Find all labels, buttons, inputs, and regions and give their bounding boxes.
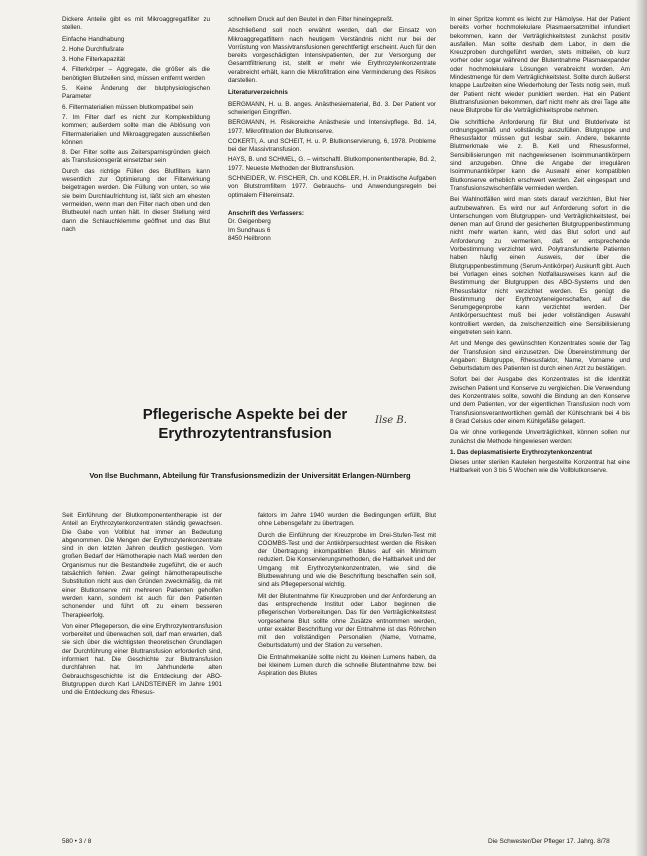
list-item: 6. Filtermaterialien müssen blutkompatibel sein bbox=[62, 103, 194, 111]
reference-item: BERGMANN, H. Risikoreiche Anästhesie und Intensivpflege. Bd. 14, 1977. Mikrofiltration der Blutkonserve. bbox=[228, 119, 436, 135]
list-item: 1. Das deplasmatisierte Erythrozytenkonzentrat bbox=[450, 448, 593, 456]
paragraph: faktors im Jahre 1940 wurden die Bedingungen erfüllt, Blut ohne Lebensgefahr zu übertragen. bbox=[258, 512, 436, 528]
method-list bbox=[450, 449, 630, 476]
handwritten-signature: Ilse B. bbox=[375, 415, 407, 426]
list-item: 3. Hohe Filterkapazität bbox=[62, 56, 125, 64]
paragraph: Mit der Blutentnahme für Kreuzproben und der Anforderung an das entsprechende Institut oder Labor beginnen die pflegerischen Vorbereitungen. Das für den Verträglichkeitstest vorgesehene Blut sollte ohne Zusätze entnommen werden, unter exakter Beschriftung vor der Entnahme ist das Röhrchen mit den vollständigen Personalien (Name, Vorname, Geburtsdatum) und der Station zu versehen. bbox=[258, 592, 436, 650]
article-byline: Von Ilse Buchmann, Abteilung für Transfusionsmedizin der Universität Erlangen-Nürnberg bbox=[89, 471, 411, 480]
reference-item: COKERTI, A. und SCHEIT, H. u. P. Blutkonservierung, 6, 1978. Probleme bei der Massivtransfusion. bbox=[228, 137, 436, 154]
list-item: 5. Keine Änderung der blutphysiologischen Parameter bbox=[62, 85, 210, 101]
column-2-top bbox=[228, 16, 436, 243]
paragraph: Die Entnahmekanüle sollte nicht zu kleinen Lumens haben, da bei kleinem Lumen durch die schnelle Blutentnahme bzw. bei Aspiration des Blutes bbox=[258, 653, 436, 678]
address-heading: Anschrift des Verfassers: bbox=[228, 209, 304, 217]
paragraph: Seit Einführung der Blutkomponententherapie ist der Anteil an Erythrozytenkonzentraten ständig gewachsen. Die Gabe von Vollblut hat immer an Bedeutung abgenommen. Die Mengen der Erythrozytenkonzentrate sind in den letzten Jahren deutlich gestiegen. Vom großen Bedarf der Hämotherapie nach Maß werden den Organismus nur die Bestandteile zugeführt, die er auch tatsächlich fehlen. Zwar gelingt hämotherapeutische Substitution nicht aus den Gründen zweckmäßig, da mit einer Blutkonserve mit mehreren Patienten geholfen werden kann, sondern ist auch für den Patienten schonender und führt oft zu einem besseren Therapieerfolg. bbox=[62, 512, 222, 619]
paragraph: Da wir ohne vorliegende Unverträglichkeit, können sollen nur zunächst die Methode hingewiesen werden: bbox=[450, 429, 630, 445]
page-number: 580 • 3 / 8 bbox=[62, 838, 92, 845]
paragraph: schnellem Druck auf den Beutel in den Filter hineingepreßt. bbox=[228, 16, 394, 23]
column-3 bbox=[450, 16, 630, 478]
article-title: Pflegerische Aspekte bei der Erythrozytentransfusion bbox=[142, 406, 348, 442]
journal-footer: Die Schwester/Der Pfleger 17. Jahrg. 8/78 bbox=[488, 838, 610, 845]
author-address bbox=[228, 210, 436, 243]
reference-item: SCHNEIDER, W. FISCHER, Ch. und KOBLER, H. in Praktische Aufgaben von Blutstromfiltern 1977. Gebrauchs- und Anwendungsregeln bei optimalem Filtereinsatz. bbox=[228, 175, 436, 199]
references-heading: Literaturverzeichnis bbox=[228, 89, 288, 97]
column-1-bottom bbox=[62, 512, 222, 701]
list-item: 4. Filterkörper – Aggregate, die größer als die benötigten Blutzellen sind, müssen entfernt werden bbox=[62, 66, 210, 82]
column-1-top bbox=[62, 16, 210, 237]
list-item: Dieses unter sterilen Kautelen hergestellte Konzentrat hat eine Haltbarkeit von 3 bis 5 Wochen wie die Vollblutkonserve. bbox=[450, 459, 630, 475]
paragraph: Durch die Einführung der Kreuzprobe im Drei-Stufen-Test mit COOMBS-Test und der Antikörpersuchtest werden die Risiken der Übertragung inkompatiblen Blutes auf ein Minimum reduziert. Die Konservierungsmethoden, die Haltbarkeit und der Umgang mit Erythrozytenkonzentraten, wie sind die Blutbewahrung und wie die Beschriftung beschaffen sein soll, sind als Pflegepersonal wichtig. bbox=[258, 531, 436, 589]
reference-item: BERGMANN, H. u. B. anges. Anästhesiematerial, Bd. 3. Der Patient vor schwierigen Eingriffen. bbox=[228, 100, 436, 116]
list-item: 2. Hohe Durchflußrate bbox=[62, 45, 124, 53]
page-edge-shadow bbox=[635, 0, 647, 856]
paragraph: Die schriftliche Anforderung für Blut und Blutderivate ist ordnungsgemäß und vollständig auszufüllen. Blutgruppe und Rhesusfaktor müssen gut lesbar sein. Andere, bekannte Blutmerkmale wie z. B. Kell und Rhesusformel, Sensibilisierungen mit nachgewiesenen Isoimmunantikörpern sind anzugeben. Ohne die Angabe der irregulären Isoimmunantikörper kann die Auswahl einer kompatiblen Blutkonserve erheblich erschwert werden. Zeit eingespart und Transfusionszwischenfälle vermieden werden. bbox=[450, 118, 630, 192]
list-item: 8. Der Filter sollte aus Zeitersparnisgründen gleich als Transfusionsgerät einsetzbar sein bbox=[62, 149, 210, 165]
list-item: Einfache Handhabung bbox=[62, 35, 125, 43]
reference-item: HAYS, B. und SCHMEL, G. – wirtschaftl. Blutkomponententherapie, Bd. 2, 1977. Neueste Methoden der Bluttransfusion. bbox=[228, 156, 436, 172]
list-item: 7. Im Filter darf es nicht zur Komplexbildung kommen; außerdem sollte man die Ablösung von Filtermaterialien und Mikroaggregaten ausschließen können bbox=[62, 113, 210, 146]
paragraph: Dickere Anteile gibt es mit Mikroaggregatfilter zu stellen. bbox=[62, 16, 210, 32]
paragraph: Sofort bei der Ausgabe des Konzentrates ist die Identität zwischen Patient und Konserve zu vergleichen. Die Verwendung des Konzentrates sollte, sowohl die Bindung an den Konserve und dem Patienten, vor der eigentlichen Transfusion noch vom Transfusionsverantwortlichen gemäß der Kühlschrank bei 4 bis 8 Grad Celsius oder einem Kühlgefäße gelagert. bbox=[450, 376, 630, 425]
paragraph: In einer Spritze kommt es leicht zur Hämolyse. Hat der Patient bereits vorher hochmolekulare Plasmaersatzmittel infundiert bekommen, kann der Verträglichkeitstest zunächst positiv ausfallen. Man sollte deshalb dem Labor, in dem die Kreuzproben durchgeführt werden, stets mitteilen, ob kurz vorher oder sogar während der Blutentnahme Plasmaexpander oder hochmolekulare Lösungen verabreicht worden. Am Mindestmenge für dem Verträglichkeitstest. Sollte durch äußerst knappe Laufzeiten eine Wiederholung der Tests notig sein, muß der Patient nicht wieder punktiert werden. Hat ein Patient Bluttransfusionen bekommen, darf nicht mehr als drei Tage alte neue Blutprobe für die Verträglichkeitsprobe nehmen. bbox=[450, 16, 630, 115]
column-2-bottom bbox=[258, 512, 436, 682]
paragraph: Art und Menge des gewünschten Konzentrates sowie der Tag der Transfusion sind einzusetzen. Die Übereinstimmung der Angaben: Blutgruppe, Rhesusfaktor, Name, Vorname und Geburtsdatum des Patienten ist durch einen Arzt zu bestätigen. bbox=[450, 340, 630, 373]
paragraph: Von einer Pflegeperson, die eine Erythrozytentransfusion vorbereitet und überwachen soll, darf man erwarten, daß sie sich über die wichtigsten theoretischen Grundlagen der Durchführung einer Bluttransfusion erforderlich sind, informiert hat. Die Geschichte zur Bluttransfusion durchfahren hat. Im Jahrhunderte alten Gebrauchsgeschichte ist die Entdeckung der ABO-Blutgruppen durch Karl LANDSTEINER im Jahre 1901 und die Entdeckung des Rhesus- bbox=[62, 622, 222, 697]
paragraph: Abschließend soll noch erwähnt werden, daß der Einsatz von Mikroaggregatfiltern nach heutigem Verständnis nicht nur bei der Vorrüstung von Massivtransfusionen gerechtfertigt erscheint. Auch für den bereits vorgeschädigten Intensivpatienten, der zur Versorgung der Gesamtfiltrierung ist, stellt er mehr wie Erythrozytenkonzentrate verabreicht erhält, kann die Mikrofiltration eine Verminderung des Risikos darstellen. bbox=[228, 27, 436, 85]
paragraph: Durch das richtige Füllen des Blutfilters kann wesentlich zur Optimierung der Filterwirkung beigetragen werden. Die Füllung von unten, so wie sie beim Durchlaufrichtung ist, läßt sich am ehesten vermeiden, wenn man den Filter nach oben und den Blutbeutel nach unten hält. In dieser Stellung wird dann die Schlauchklemme geöffnet und das Blut nach bbox=[62, 167, 210, 233]
requirements-list bbox=[62, 36, 210, 166]
paragraph: Bei Wahlnotfällen wird man stets darauf verzichten, Blut hier aufzubewahren. Es wird nur auf Anforderung sofort in die Unterschungen vom Blutgruppen- und Verträglichkeitstest, bei denen man auf Grund der gesicherten Blutgruppenbestimmung nicht mehr warten kann, wird das Blut sofort und auf Anforderung zu vermerken, daß er entsprechende Vorbestimmung verzichtet wird. Polytransfundierte Patienten haben häufig einen Ausweis, der über die Blutgruppenbestimmung (Serum-Antikörper) Auskunft gibt. Auch bei Vorlagen eines solchen Notfallausweises kann auf die Bestimmung der Blutgruppen des ABO-Systems und den Rhesusfaktor nicht verzichtet werden. Es genügt die Bestimmung der Erythrozyteneigenschaften, auf die Serumgegenprobe kann verzichtet werden. Der Antikörpersuchtest muß bei jeder vollständigen Auswahl kontrolliert werden, da zwischenzeitlich eine Sensibilisierung eingetreten sein kann. bbox=[450, 196, 630, 336]
address-text: Dr. Geigenberg Im Sundhaus 6 8450 Heilbronn bbox=[228, 218, 271, 242]
